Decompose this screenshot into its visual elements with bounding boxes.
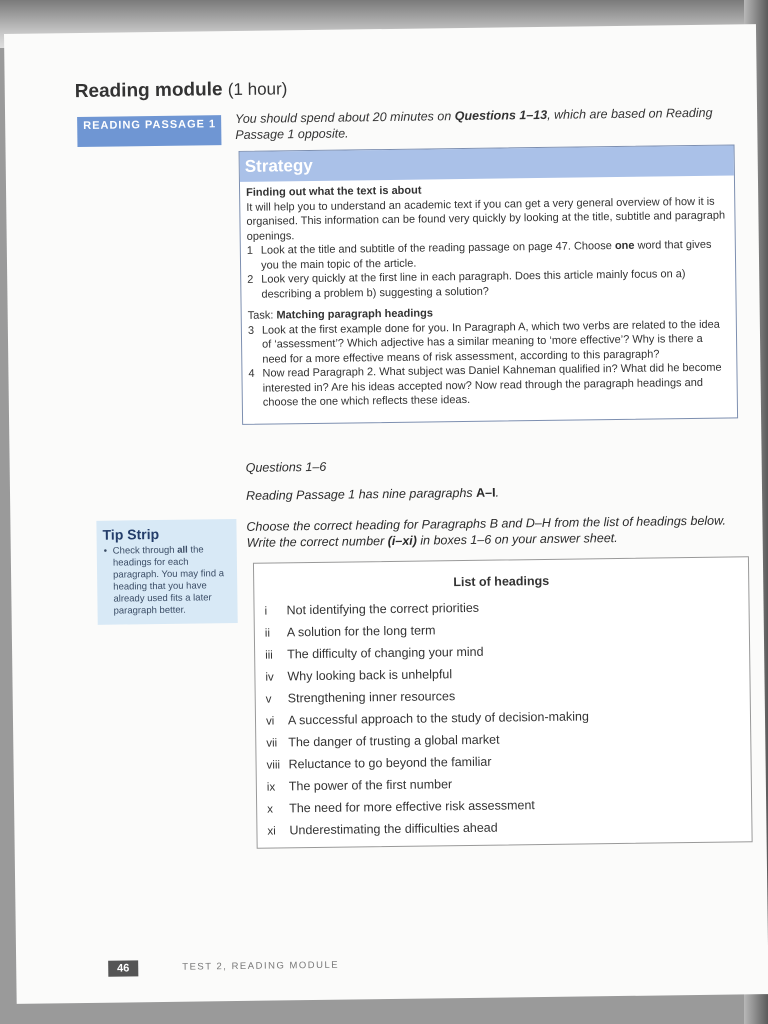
intro-text — [235, 105, 715, 143]
intro-bold: Questions 1–13 — [454, 107, 548, 124]
headings-title: List of headings — [453, 573, 550, 590]
item-number: 3 — [247, 324, 255, 337]
section-badge: READING PASSAGE 1 — [77, 115, 221, 147]
passage-note: Reading Passage 1 has nine paragraphs A–I. — [245, 485, 500, 503]
item-text: Look at the title and subtitle of the reading passage on page 47. Choose one word that gives you the main topic of the article. — [260, 238, 712, 272]
footer-label: TEST 2, READING MODULE — [182, 959, 340, 973]
strategy-heading: Strategy — [240, 145, 734, 181]
module-duration: (1 hour) — [227, 79, 288, 100]
heading-item: v Strengthening inner resources — [265, 689, 456, 706]
heading-item: xi Underestimating the difficulties ahead — [267, 820, 498, 838]
module-title-text: Reading module — [74, 79, 223, 103]
intro-pre: You should spend about 20 minutes on — [235, 109, 455, 126]
heading-item: x The need for more effective risk assessment — [267, 798, 535, 816]
module-title — [75, 78, 288, 103]
item-text: Look very quickly at the first line in each paragraph. Does this article mainly focus on a) describing a problem b) suggesting a solution? — [261, 268, 686, 301]
strategy-body — [240, 175, 737, 410]
item-text: Look at the first example done for you. In Paragraph A, which two verbs are related to the idea of ‘assessment’? Which adjective has a similar meaning to ‘more effective’? Why is there a need for a more effective means of risk assessment, according to this paragraph? — [261, 318, 720, 366]
heading-item: vi A successful approach to the study of decision-making — [265, 709, 589, 728]
heading-item: iv Why looking back is unhelpful — [265, 667, 453, 684]
item-number: 2 — [247, 273, 254, 286]
item-text: Now read Paragraph 2. What subject was Daniel Kahneman qualified in? What did he become interested in? Are his ideas accepted now? Now read through the paragraph headings and choose the one which reflects these ideas. — [262, 361, 722, 409]
tip-strip-text: • Check through all the headings for each paragraph. You may find a heading that you have already used fits a later paragraph better. — [103, 544, 232, 618]
questions-label: Questions 1–6 — [245, 459, 327, 475]
item-number: 4 — [248, 367, 255, 380]
heading-item: ii A solution for the long term — [264, 623, 436, 640]
questions-instruction: Choose the correct heading for Paragraphs B and D–H from the list of headings below. Write the correct number (i–xi) in boxes 1–6 on your answer sheet. — [246, 513, 726, 550]
strategy-box — [239, 144, 739, 424]
heading-item: ix The power of the first number — [266, 777, 453, 794]
page-number: 46 — [108, 960, 138, 976]
strategy-item — [248, 317, 731, 367]
intro-post: , which are based on Reading Passage 1 opposite. — [235, 105, 713, 142]
task-subheading: Task: Matching paragraph headings — [247, 307, 433, 322]
strategy-item — [248, 361, 731, 411]
strategy-paragraph: It will help you to understand an academic text if you can get a very general overview of how it is organised. This information can be found very quickly by looking at the title, subtitle and paragraph openings. — [246, 195, 726, 243]
heading-item: viii Reluctance to go beyond the familiar — [266, 754, 492, 772]
heading-item: i Not identifying the correct priorities — [264, 600, 480, 618]
document-page — [4, 24, 768, 1004]
tip-strip — [96, 519, 237, 625]
headings-list-box — [253, 556, 753, 848]
tip-strip-title: Tip Strip — [102, 526, 160, 543]
item-number: 1 — [246, 244, 254, 257]
heading-item: iii The difficulty of changing your mind — [265, 644, 484, 662]
strategy-subheading: Finding out what the text is about — [246, 184, 422, 199]
heading-item: vii The danger of trusting a global market — [266, 732, 500, 750]
